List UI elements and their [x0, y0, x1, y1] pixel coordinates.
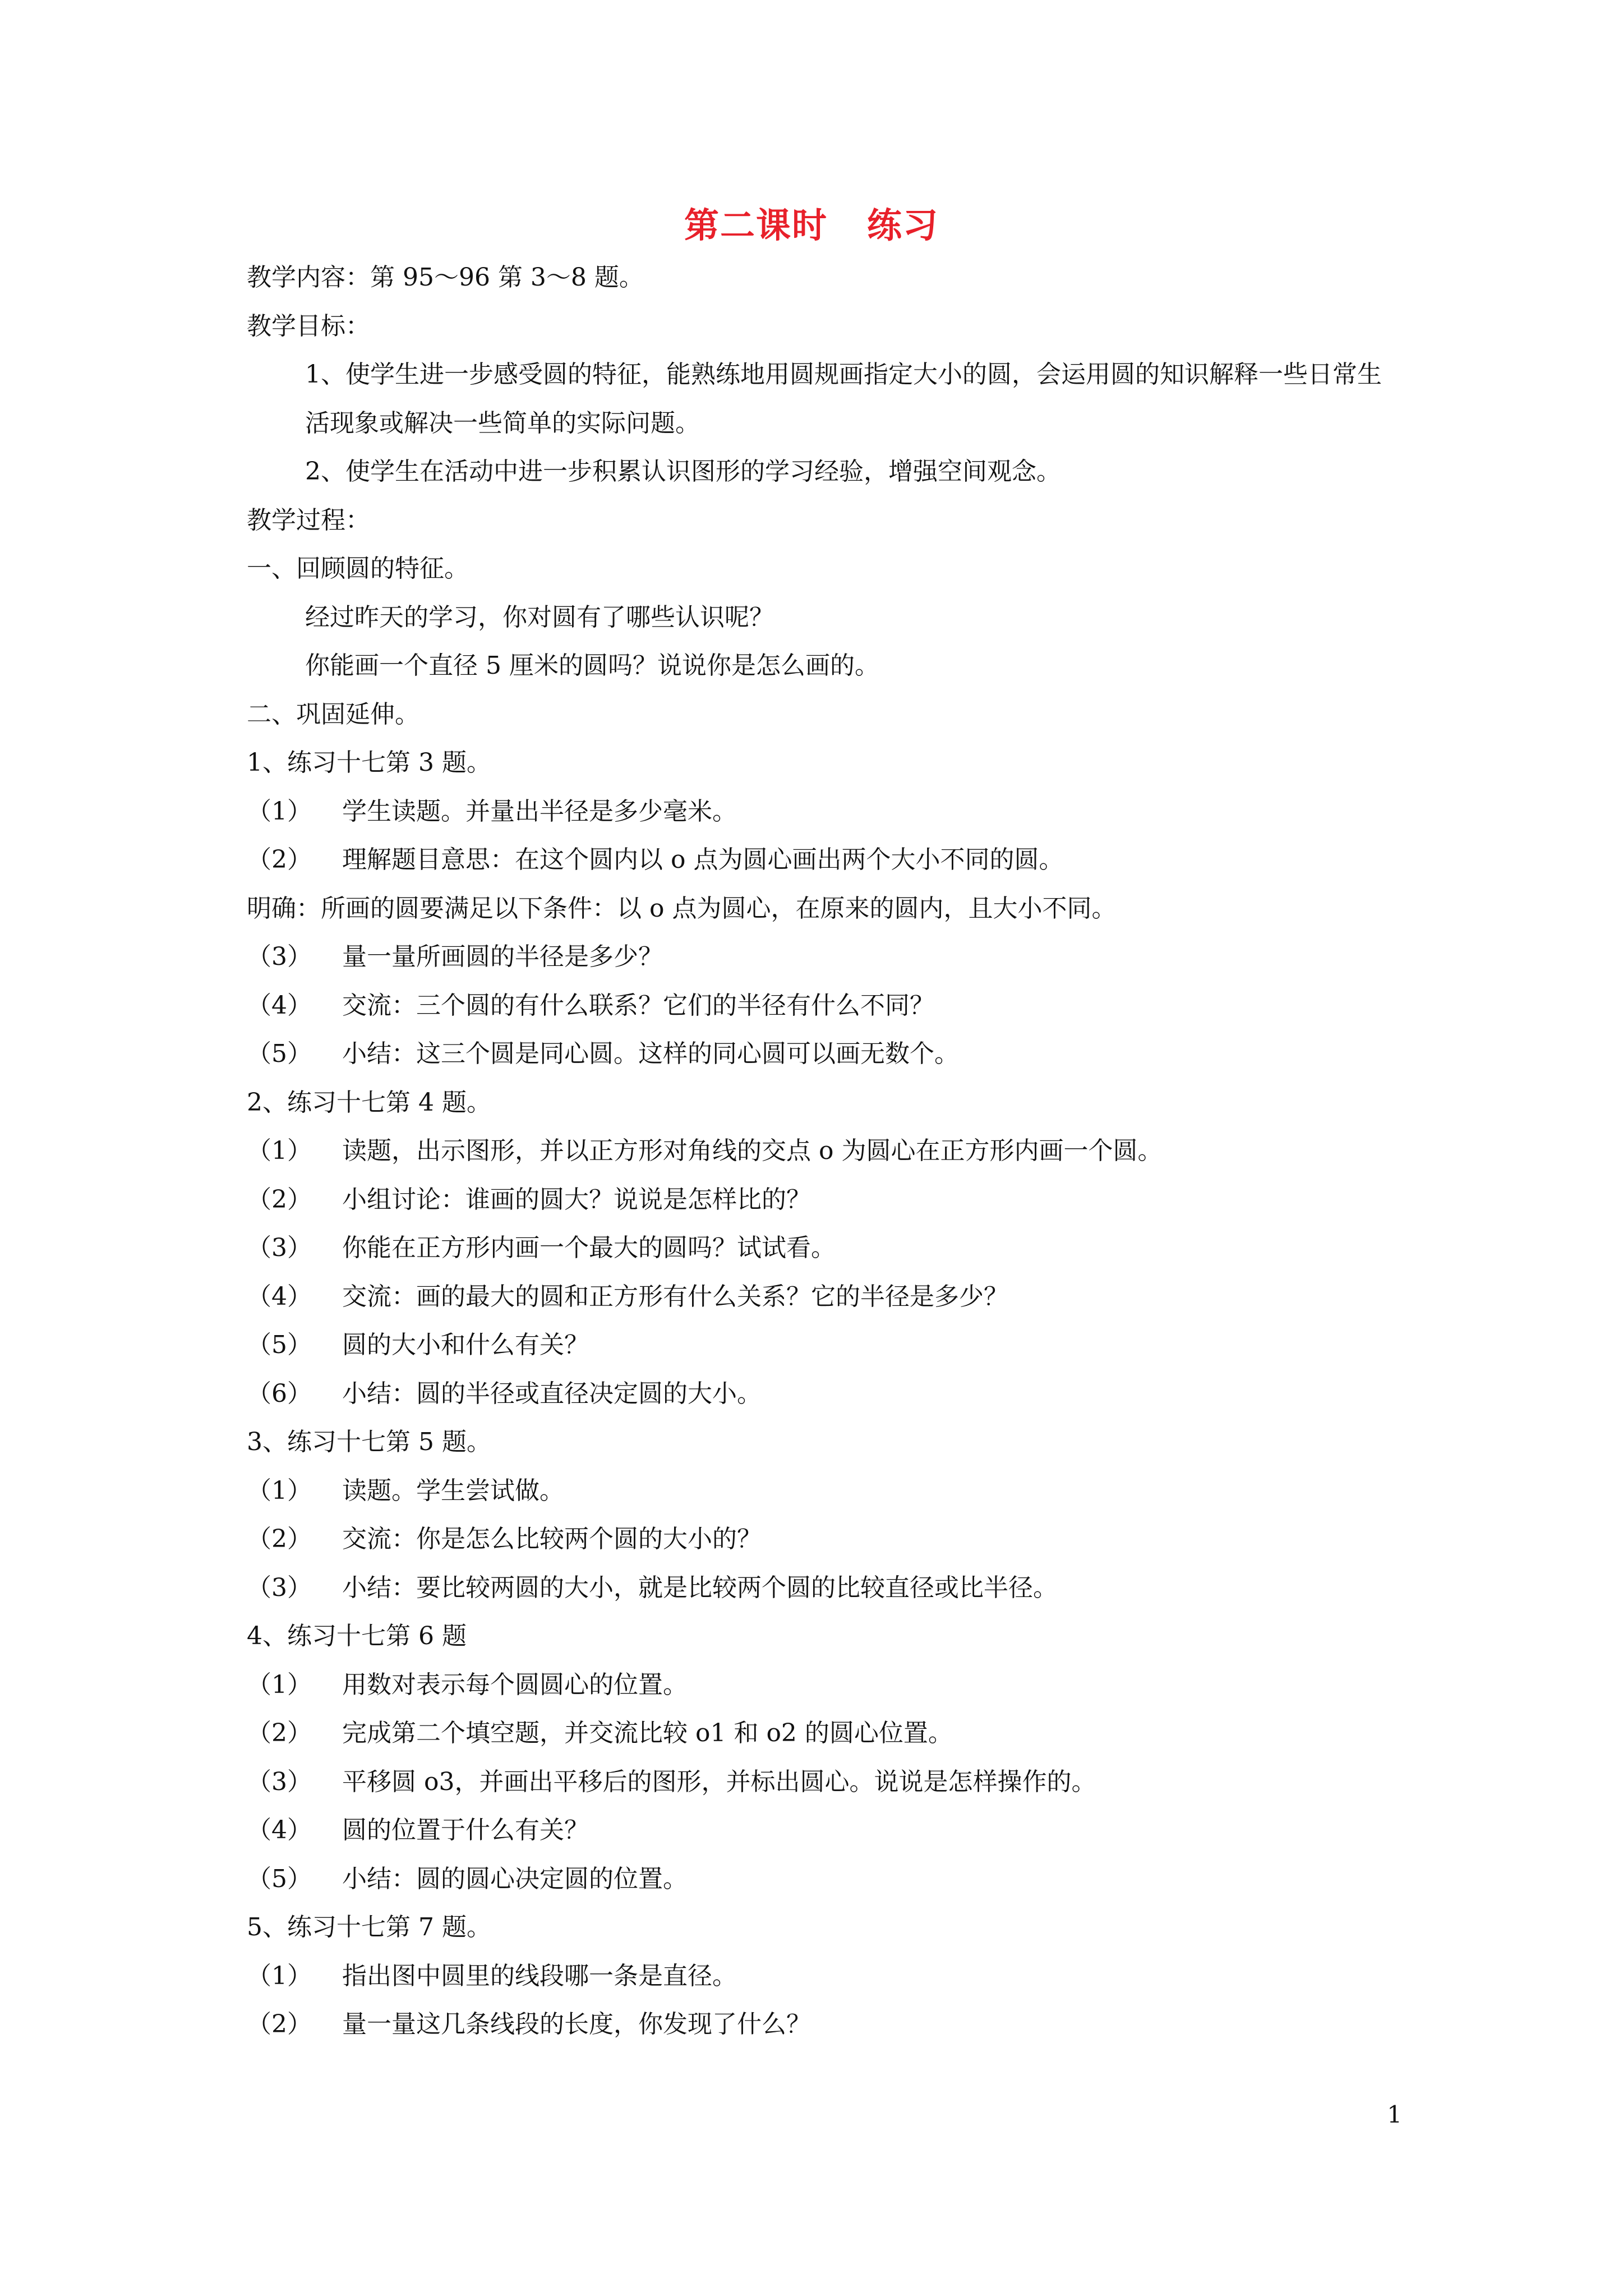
item-number: （4）	[247, 991, 312, 1020]
item-number: （4）	[247, 1816, 312, 1844]
item-number: （6）	[247, 1379, 312, 1408]
item-text: 用数对表示每个圆圆心的位置。	[342, 1670, 688, 1699]
item-text: 理解题目意思：在这个圆内以 o 点为圆心画出两个大小不同的圆。	[342, 845, 1064, 874]
exercise-heading: 1、练习十七第 3 题。	[247, 748, 491, 777]
list-item	[247, 1952, 1385, 2001]
item-text: 完成第二个填空题，并交流比较 o1 和 o2 的圆心位置。	[342, 1719, 953, 1747]
list-item	[247, 933, 1385, 982]
list-item	[247, 1176, 1385, 1225]
item-text: 小结：圆的圆心决定圆的位置。	[342, 1864, 688, 1893]
exercise-heading: 2、练习十七第 4 题。	[247, 1088, 491, 1117]
item-number: （3）	[247, 1234, 312, 1262]
item-number: （5）	[247, 1864, 312, 1893]
objective-1: 1、使学生进一步感受圆的特征，能熟练地用圆规画指定大小的圆，会运用圆的知识解释一些日常生活现象或解决一些简单的实际问题。	[305, 360, 1382, 438]
item-number: （5）	[247, 1331, 312, 1359]
process-label: 教学过程：	[247, 505, 370, 535]
list-item	[247, 1030, 1385, 1079]
objectives-label: 教学目标：	[247, 311, 370, 341]
item-text: 圆的位置于什么有关？	[342, 1816, 589, 1844]
item-text: 指出图中圆里的线段哪一条是直径。	[342, 1961, 737, 1990]
item-number: （1）	[247, 1476, 312, 1505]
item-text: 量一量这几条线段的长度，你发现了什么？	[342, 2010, 811, 2039]
item-number: （2）	[247, 1185, 312, 1214]
section-2-heading: 二、巩固延伸。	[247, 700, 419, 729]
list-item	[247, 1806, 1385, 1855]
item-text: 小结：这三个圆是同心圆。这样的同心圆可以画无数个。	[342, 1039, 959, 1068]
item-number: （4）	[247, 1282, 312, 1311]
list-item	[247, 1564, 1385, 1613]
item-text: 读题。学生尝试做。	[342, 1476, 564, 1505]
title-part-2: 练习	[867, 205, 939, 246]
section-1-paragraph: 你能画一个直径 5 厘米的圆吗？说说你是怎么画的。	[305, 651, 879, 680]
clarification-note: 明确：所画的圆要满足以下条件：以 o 点为圆心，在原来的圆内，且大小不同。	[247, 894, 1117, 923]
list-item	[247, 1758, 1385, 1807]
item-text: 平移圆 o3，并画出平移后的图形，并标出圆心。说说是怎样操作的。	[342, 1767, 1096, 1796]
item-number: （2）	[247, 2010, 312, 2039]
item-text: 圆的大小和什么有关？	[342, 1331, 589, 1359]
exercise-heading: 4、练习十七第 6 题	[247, 1622, 467, 1650]
list-item	[247, 1224, 1385, 1273]
item-text: 你能在正方形内画一个最大的圆吗？试试看。	[342, 1234, 836, 1262]
exercise-heading: 3、练习十七第 5 题。	[247, 1428, 491, 1456]
teaching-content: 教学内容：第 95～96 第 3～8 题。	[247, 263, 644, 292]
list-item	[247, 2000, 1385, 2049]
list-item	[247, 788, 1385, 836]
title-part-1: 第二课时	[684, 205, 828, 246]
list-item	[247, 1321, 1385, 1370]
item-text: 交流：三个圆的有什么联系？它们的半径有什么不同？	[342, 991, 934, 1020]
section-1-heading: 一、回顾圆的特征。	[247, 554, 469, 583]
document-body	[247, 254, 1385, 2049]
list-item	[247, 1515, 1385, 1564]
item-number: （2）	[247, 1525, 312, 1553]
item-number: （2）	[247, 1719, 312, 1747]
item-text: 小结：要比较两圆的大小，就是比较两个圆的比较直径或比半径。	[342, 1573, 1058, 1602]
item-number: （2）	[247, 845, 312, 874]
item-text: 交流：你是怎么比较两个圆的大小的？	[342, 1525, 762, 1553]
list-item	[247, 982, 1385, 1030]
list-item	[247, 1273, 1385, 1322]
exercise-heading: 5、练习十七第 7 题。	[247, 1913, 491, 1941]
item-number: （1）	[247, 797, 312, 826]
item-number: （3）	[247, 1767, 312, 1796]
page-number: 1	[1387, 2101, 1402, 2128]
item-number: （1）	[247, 1137, 312, 1165]
item-number: （3）	[247, 942, 312, 971]
list-item	[247, 1661, 1385, 1710]
page-title	[0, 197, 1623, 247]
section-1-paragraph: 经过昨天的学习，你对圆有了哪些认识呢？	[305, 602, 774, 632]
list-item	[247, 1127, 1385, 1176]
item-text: 量一量所画圆的半径是多少？	[342, 942, 663, 971]
item-text: 小结：圆的半径或直径决定圆的大小。	[342, 1379, 762, 1408]
list-item	[247, 1467, 1385, 1516]
item-text: 小组讨论：谁画的圆大？说说是怎样比的？	[342, 1185, 811, 1214]
item-number: （1）	[247, 1670, 312, 1699]
objective-2: 2、使学生在活动中进一步积累认识图形的学习经验，增强空间观念。	[305, 457, 1061, 486]
item-text: 学生读题。并量出半径是多少毫米。	[342, 797, 737, 826]
item-number: （5）	[247, 1039, 312, 1068]
list-item	[247, 1855, 1385, 1904]
list-item	[247, 1370, 1385, 1419]
list-item	[247, 836, 1385, 885]
item-text: 读题，出示图形，并以正方形对角线的交点 o 为圆心在正方形内画一个圆。	[342, 1137, 1163, 1165]
item-number: （3）	[247, 1573, 312, 1602]
list-item	[247, 1709, 1385, 1758]
item-text: 交流：画的最大的圆和正方形有什么关系？它的半径是多少？	[342, 1282, 1008, 1311]
item-number: （1）	[247, 1961, 312, 1990]
